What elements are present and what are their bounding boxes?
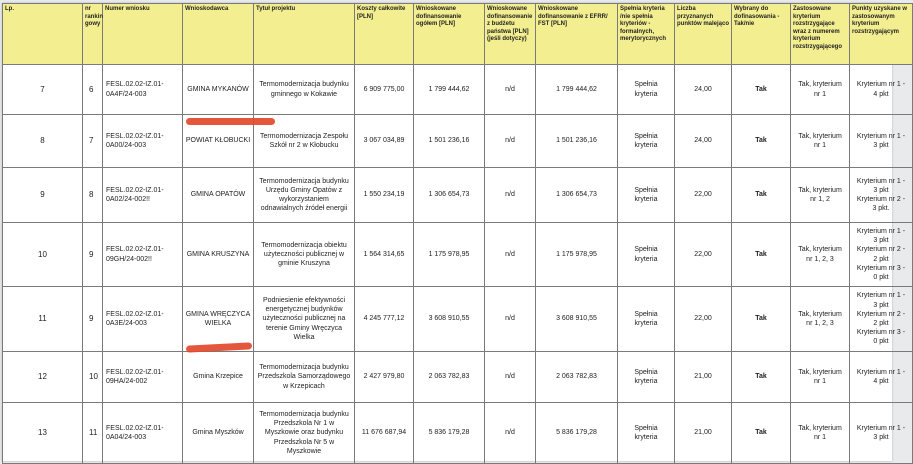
tie-points-cell-line: Kryterium nr 1 - bbox=[856, 177, 906, 185]
tie-points-cell-line: 3 pkt bbox=[873, 301, 889, 309]
project-title-cell-line: Urzędu Gminy Opatów z bbox=[265, 186, 343, 194]
criteria-cell bbox=[618, 168, 675, 223]
tie-points-cell bbox=[850, 287, 913, 352]
criteria-cell-line: kryteria bbox=[634, 320, 658, 327]
total-cost-cell: 6 909 775,00 bbox=[355, 65, 414, 115]
total-cost-cell: 1 564 314,65 bbox=[355, 223, 414, 287]
points-cell: 22,00 bbox=[675, 223, 732, 287]
application-number-cell-line: FESL.02.02-IZ.01- bbox=[106, 246, 164, 254]
applicant-cell-line: GMINA KRUSZYNA bbox=[186, 250, 250, 258]
project-title-cell-line: energetycznej budynków bbox=[265, 306, 343, 314]
selected-cell: Tak bbox=[732, 352, 791, 403]
selected-cell: Tak bbox=[732, 115, 791, 168]
tie-points-cell-line: 2 pkt bbox=[873, 320, 889, 327]
application-number-cell-line: 0A00/24-003 bbox=[106, 142, 147, 149]
project-title-cell-line: Wielka bbox=[293, 333, 315, 341]
state-budget-cell: n/d bbox=[485, 223, 536, 287]
rank-cell: 10 bbox=[83, 352, 103, 403]
tie-points-cell-line: Kryterium nr 3 - bbox=[856, 264, 906, 272]
criteria-cell-line: Spełnia bbox=[634, 81, 658, 89]
rank-cell: 11 bbox=[83, 403, 103, 464]
application-number-cell-line: 0A04/24-003 bbox=[106, 434, 147, 441]
header-tie-points: Punkty uzyskane w zastosowanym kryterium rozstrzygającym bbox=[850, 4, 913, 65]
application-number-cell bbox=[103, 223, 183, 287]
applicant-cell bbox=[183, 168, 254, 223]
requested-funding-cell: 1 306 654,73 bbox=[414, 168, 485, 223]
applicant-cell-line: GMINA WRĘCZYCA bbox=[185, 310, 251, 318]
tie-criterion-cell bbox=[791, 223, 850, 287]
project-title-cell-line: Przedszkola Samorządowego bbox=[257, 373, 351, 381]
tie-criterion-cell-line: nr 1 bbox=[813, 378, 827, 385]
tie-criterion-cell bbox=[791, 115, 850, 168]
header-funding: Wnioskowane dofinansowanie ogółem [PLN] bbox=[414, 4, 485, 65]
efrr-funding-cell: 2 063 782,83 bbox=[536, 352, 618, 403]
project-title-cell-line: Podniesienie efektywności bbox=[262, 296, 346, 304]
project-title-cell-line: gminnego w Kokawie bbox=[270, 90, 338, 98]
project-title-cell-line: Przedszkola Nr 5 w bbox=[273, 438, 335, 446]
tie-criterion-cell bbox=[791, 168, 850, 223]
criteria-cell bbox=[618, 65, 675, 115]
project-title-cell-line: użyteczności publicznej na bbox=[262, 315, 346, 323]
application-number-cell bbox=[103, 168, 183, 223]
criteria-cell bbox=[618, 403, 675, 464]
criteria-cell-line: Spełnia bbox=[634, 368, 658, 376]
state-budget-cell: n/d bbox=[485, 352, 536, 403]
header-criteria: Spełnia kryteria /nie spełnia kryteriów - formalnych, merytorycznych bbox=[618, 4, 675, 65]
efrr-funding-cell: 1 799 444,62 bbox=[536, 65, 618, 115]
tie-points-cell-line: 4 pkt bbox=[873, 90, 889, 98]
criteria-cell-line: kryteria bbox=[634, 434, 658, 441]
criteria-cell bbox=[618, 223, 675, 287]
applicant-cell-line: POWIAT KŁOBUCKI bbox=[185, 137, 251, 145]
lp-cell: 10 bbox=[3, 223, 83, 287]
project-title-cell-line: Termomodernizacja obiektu bbox=[261, 241, 347, 249]
points-cell: 21,00 bbox=[675, 352, 732, 403]
selected-cell: Tak bbox=[732, 223, 791, 287]
lp-cell: 11 bbox=[3, 287, 83, 352]
efrr-funding-cell: 1 175 978,95 bbox=[536, 223, 618, 287]
tie-points-cell-line: 0 pkt bbox=[873, 338, 889, 346]
table-body bbox=[3, 65, 913, 464]
tie-criterion-cell-line: nr 1, 2, 3 bbox=[806, 255, 834, 263]
application-number-cell bbox=[103, 287, 183, 352]
project-title-cell bbox=[254, 65, 355, 115]
efrr-funding-cell: 1 306 654,73 bbox=[536, 168, 618, 223]
total-cost-cell: 4 245 777,12 bbox=[355, 287, 414, 352]
applicant-cell-line: WIELKA bbox=[204, 320, 232, 327]
application-number-cell-line: FESL.02.02-IZ.01- bbox=[106, 368, 164, 376]
tie-points-cell-line: Kryterium nr 1 - bbox=[856, 227, 906, 235]
tie-criterion-cell-line: Tak, kryterium bbox=[798, 81, 842, 89]
lp-cell: 9 bbox=[3, 168, 83, 223]
lp-cell: 13 bbox=[3, 403, 83, 464]
total-cost-cell: 2 427 979,80 bbox=[355, 352, 414, 403]
table-row bbox=[3, 403, 913, 464]
efrr-funding-cell: 5 836 179,28 bbox=[536, 403, 618, 464]
criteria-cell-line: Spełnia bbox=[634, 310, 658, 318]
rank-cell: 6 bbox=[83, 65, 103, 115]
tie-criterion-cell-line: Tak, kryterium bbox=[798, 424, 842, 432]
project-title-cell-line: użyteczności publicznej w bbox=[263, 250, 345, 258]
criteria-cell-line: Spełnia bbox=[634, 186, 658, 194]
application-number-cell-line: 09GH/24-002!! bbox=[106, 255, 152, 263]
project-title-cell-line: w Krzepicach bbox=[283, 382, 325, 390]
header-efrr: Wnioskowane dofinansowanie z EFRR/ FST [PLN] bbox=[536, 4, 618, 65]
ranking-table bbox=[2, 3, 913, 464]
tie-points-cell bbox=[850, 65, 913, 115]
tie-points-cell-line: Kryterium nr 1 - bbox=[856, 368, 906, 376]
project-title-cell bbox=[254, 403, 355, 464]
header-points: Liczba przyznanych punktów malejąco bbox=[675, 4, 732, 65]
application-number-cell-line: 09HA/24-002 bbox=[106, 378, 148, 385]
project-title-cell-line: odnawialnych źródeł energii bbox=[260, 205, 348, 213]
lp-cell: 7 bbox=[3, 65, 83, 115]
tie-points-cell bbox=[850, 168, 913, 223]
tie-points-cell-line: 0 pkt bbox=[873, 273, 889, 281]
document-page bbox=[2, 3, 908, 461]
header-selected: Wybrany do dofinasowania - Tak/nie bbox=[732, 4, 791, 65]
header-number: Numer wniosku bbox=[103, 4, 183, 65]
points-cell: 21,00 bbox=[675, 403, 732, 464]
project-title-cell-line: gminie Kruszyna bbox=[278, 260, 330, 268]
criteria-cell-line: Spełnia bbox=[634, 132, 658, 140]
lp-cell: 12 bbox=[3, 352, 83, 403]
application-number-cell bbox=[103, 352, 183, 403]
total-cost-cell: 3 067 034,89 bbox=[355, 115, 414, 168]
tie-points-cell-line: 3 pkt bbox=[873, 186, 889, 194]
tie-points-cell-line: Kryterium nr 2 - bbox=[856, 196, 906, 203]
rank-cell: 9 bbox=[83, 223, 103, 287]
tie-criterion-cell-line: Tak, kryterium bbox=[798, 246, 842, 254]
project-title-cell-line: Termomodernizacja budynku bbox=[259, 410, 349, 418]
applicant-cell bbox=[183, 403, 254, 464]
tie-criterion-cell bbox=[791, 352, 850, 403]
project-title-cell-line: terenie Gminy Wręczyca bbox=[265, 324, 343, 332]
selected-cell: Tak bbox=[732, 287, 791, 352]
tie-points-cell-line: Kryterium nr 2 - bbox=[856, 310, 906, 318]
tie-criterion-cell-line: Tak, kryterium bbox=[798, 132, 842, 140]
table-header-row bbox=[3, 4, 913, 65]
tie-points-cell bbox=[850, 115, 913, 168]
tie-points-cell-line: 3 pkt. bbox=[872, 205, 890, 213]
tie-criterion-cell bbox=[791, 403, 850, 464]
header-cost: Koszty całkowite [PLN] bbox=[355, 4, 414, 65]
tie-points-cell bbox=[850, 403, 913, 464]
tie-points-cell-line: 2 pkt bbox=[873, 255, 889, 263]
redaction-marker bbox=[186, 118, 275, 125]
criteria-cell-line: kryteria bbox=[634, 255, 658, 263]
header-tie-criterion: Zastosowane kryterium rozstrzygające wraz z numerem kryterium rozstrzygającego bbox=[791, 4, 850, 65]
total-cost-cell: 1 550 234,19 bbox=[355, 168, 414, 223]
tie-criterion-cell bbox=[791, 65, 850, 115]
tie-points-cell-line: 3 pkt bbox=[873, 142, 889, 149]
application-number-cell-line: FESL.02.02-IZ.01- bbox=[106, 186, 164, 194]
tie-points-cell-line: 3 pkt bbox=[873, 237, 889, 245]
tie-criterion-cell-line: nr 1 bbox=[813, 90, 827, 98]
project-title-cell bbox=[254, 287, 355, 352]
header-applicant: Wnioskodawca bbox=[183, 4, 254, 65]
requested-funding-cell: 1 799 444,62 bbox=[414, 65, 485, 115]
tie-criterion-cell-line: Tak, kryterium bbox=[798, 368, 842, 376]
rank-cell: 8 bbox=[83, 168, 103, 223]
criteria-cell-line: kryteria bbox=[634, 378, 658, 385]
project-title-cell-line: Termomodernizacja budynku bbox=[259, 364, 349, 372]
tie-points-cell-line: Kryterium nr 1 - bbox=[856, 81, 906, 89]
header-lp: Lp. bbox=[3, 4, 83, 65]
total-cost-cell: 11 676 687,94 bbox=[355, 403, 414, 464]
tie-points-cell-line: Kryterium nr 1 - bbox=[856, 292, 906, 300]
tie-points-cell-line: 3 pkt bbox=[873, 434, 889, 441]
table-row bbox=[3, 168, 913, 223]
project-title-cell-line: Termomodernizacja Zespołu bbox=[260, 132, 348, 140]
project-title-cell-line: Przedszkola Nr 1 w bbox=[273, 420, 335, 428]
efrr-funding-cell: 3 608 910,55 bbox=[536, 287, 618, 352]
tie-points-cell-line: Kryterium nr 2 - bbox=[856, 246, 906, 254]
project-title-cell-line: wykorzystaniem bbox=[279, 196, 329, 203]
criteria-cell bbox=[618, 352, 675, 403]
selected-cell: Tak bbox=[732, 403, 791, 464]
project-title-cell-line: Termomodernizacja budynku bbox=[259, 177, 349, 185]
applicant-cell-line: GMINA OPATÓW bbox=[190, 191, 246, 199]
applicant-cell bbox=[183, 65, 254, 115]
tie-points-cell-line: 4 pkt bbox=[873, 378, 889, 385]
project-title-cell bbox=[254, 168, 355, 223]
table-row bbox=[3, 223, 913, 287]
state-budget-cell: n/d bbox=[485, 168, 536, 223]
project-title-cell-line: Termomodernizacja budynku bbox=[259, 81, 349, 89]
application-number-cell-line: FESL.02.02-IZ.01- bbox=[106, 310, 164, 318]
rank-cell: 9 bbox=[83, 287, 103, 352]
requested-funding-cell: 3 608 910,55 bbox=[414, 287, 485, 352]
rank-cell: 7 bbox=[83, 115, 103, 168]
selected-cell: Tak bbox=[732, 65, 791, 115]
tie-criterion-cell-line: nr 1 bbox=[813, 142, 827, 149]
application-number-cell-line: 0A4F/24-003 bbox=[106, 90, 147, 98]
criteria-cell-line: Spełnia bbox=[634, 246, 658, 254]
criteria-cell-line: kryteria bbox=[634, 142, 658, 149]
criteria-cell-line: kryteria bbox=[634, 90, 658, 98]
applicant-cell bbox=[183, 352, 254, 403]
header-rank: nr rankin gowy bbox=[83, 4, 103, 65]
requested-funding-cell: 5 836 179,28 bbox=[414, 403, 485, 464]
application-number-cell bbox=[103, 115, 183, 168]
criteria-cell bbox=[618, 287, 675, 352]
tie-points-cell-line: Kryterium nr 3 - bbox=[856, 329, 906, 337]
points-cell: 22,00 bbox=[675, 287, 732, 352]
requested-funding-cell: 1 501 236,16 bbox=[414, 115, 485, 168]
project-title-cell-line: Szkół nr 2 w Kłobucku bbox=[269, 142, 339, 149]
tie-criterion-cell-line: Tak, kryterium bbox=[798, 186, 842, 194]
table-row bbox=[3, 352, 913, 403]
header-title: Tytuł projektu bbox=[254, 4, 355, 65]
project-title-cell-line: Myszkowie oraz budynku bbox=[264, 429, 344, 437]
points-cell: 24,00 bbox=[675, 115, 732, 168]
application-number-cell bbox=[103, 65, 183, 115]
tie-points-cell-line: Kryterium nr 1 - bbox=[856, 132, 906, 140]
tie-points-cell bbox=[850, 223, 913, 287]
tie-points-cell bbox=[850, 352, 913, 403]
tie-criterion-cell-line: Tak, kryterium bbox=[798, 310, 842, 318]
selected-cell: Tak bbox=[732, 168, 791, 223]
tie-criterion-cell-line: nr 1, 2 bbox=[810, 196, 830, 203]
applicant-cell-line: GMINA MYKANÓW bbox=[187, 85, 249, 93]
application-number-cell-line: FESL.02.02-IZ.01- bbox=[106, 132, 164, 140]
points-cell: 22,00 bbox=[675, 168, 732, 223]
project-title-cell-line: Myszkowie bbox=[286, 447, 322, 455]
table-row bbox=[3, 115, 913, 168]
tie-criterion-cell bbox=[791, 287, 850, 352]
application-number-cell-line: FESL.02.02-IZ.01- bbox=[106, 424, 164, 432]
state-budget-cell: n/d bbox=[485, 115, 536, 168]
requested-funding-cell: 1 175 978,95 bbox=[414, 223, 485, 287]
project-title-cell bbox=[254, 223, 355, 287]
table-row bbox=[3, 65, 913, 115]
applicant-cell-line: Gmina Myszków bbox=[192, 429, 244, 437]
state-budget-cell: n/d bbox=[485, 65, 536, 115]
requested-funding-cell: 2 063 782,83 bbox=[414, 352, 485, 403]
tie-criterion-cell-line: nr 1, 2, 3 bbox=[806, 320, 834, 327]
state-budget-cell: n/d bbox=[485, 403, 536, 464]
applicant-cell bbox=[183, 223, 254, 287]
application-number-cell-line: 0A3E/24-003 bbox=[106, 320, 147, 327]
project-title-cell bbox=[254, 352, 355, 403]
criteria-cell bbox=[618, 115, 675, 168]
points-cell: 24,00 bbox=[675, 65, 732, 115]
criteria-cell-line: kryteria bbox=[634, 196, 658, 203]
criteria-cell-line: Spełnia bbox=[634, 424, 658, 432]
tie-criterion-cell-line: nr 1 bbox=[813, 434, 827, 441]
application-number-cell-line: 0A02/24-002!! bbox=[106, 196, 150, 203]
applicant-cell-line: Gmina Krzepice bbox=[193, 373, 243, 381]
tie-points-cell-line: Kryterium nr 1 - bbox=[856, 424, 906, 432]
application-number-cell-line: FESL.02.02-IZ.01- bbox=[106, 81, 164, 89]
efrr-funding-cell: 1 501 236,16 bbox=[536, 115, 618, 168]
state-budget-cell: n/d bbox=[485, 287, 536, 352]
header-budget: Wnioskowane dofinansowanie z budżetu państwa [PLN] (jeśli dotyczy) bbox=[485, 4, 536, 65]
lp-cell: 8 bbox=[3, 115, 83, 168]
application-number-cell bbox=[103, 403, 183, 464]
table-row bbox=[3, 287, 913, 352]
